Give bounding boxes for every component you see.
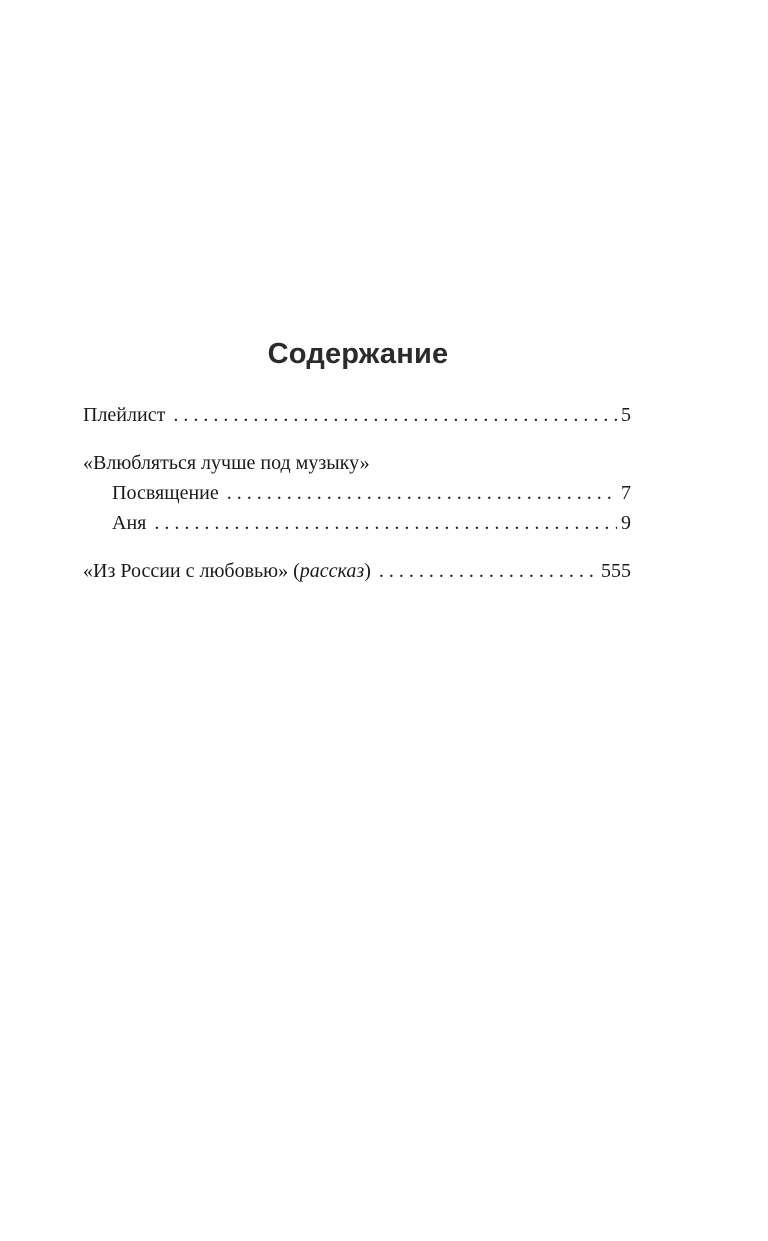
toc-entry-label	[83, 556, 371, 586]
toc-page-number: 7	[621, 482, 631, 504]
page-title: Содержание	[267, 338, 449, 370]
toc-page-number: 9	[621, 512, 631, 534]
table-of-contents	[83, 400, 631, 586]
entry-close-paren: )	[364, 560, 371, 582]
toc-entry-playlist[interactable]	[83, 400, 631, 430]
toc-page-number: 555	[601, 560, 631, 582]
entry-title: «Из России с любовью» (	[83, 560, 300, 582]
section-title: «Влюбляться лучше под музыку»	[83, 452, 370, 474]
toc-entry-label: Аня	[112, 512, 147, 534]
entry-genre: рассказ	[299, 560, 365, 582]
toc-entry-from-russia[interactable]	[83, 556, 631, 586]
toc-entry-anya[interactable]	[83, 508, 631, 538]
dot-leader	[227, 478, 617, 508]
dot-leader	[379, 556, 597, 586]
toc-entry-dedication[interactable]	[83, 478, 631, 508]
dot-leader	[154, 508, 617, 538]
toc-entry-label: Посвящение	[112, 482, 219, 504]
toc-page-number: 5	[621, 404, 631, 426]
toc-section-heading	[83, 448, 631, 478]
toc-entry-label: Плейлист	[83, 404, 166, 426]
dot-leader	[173, 400, 617, 430]
